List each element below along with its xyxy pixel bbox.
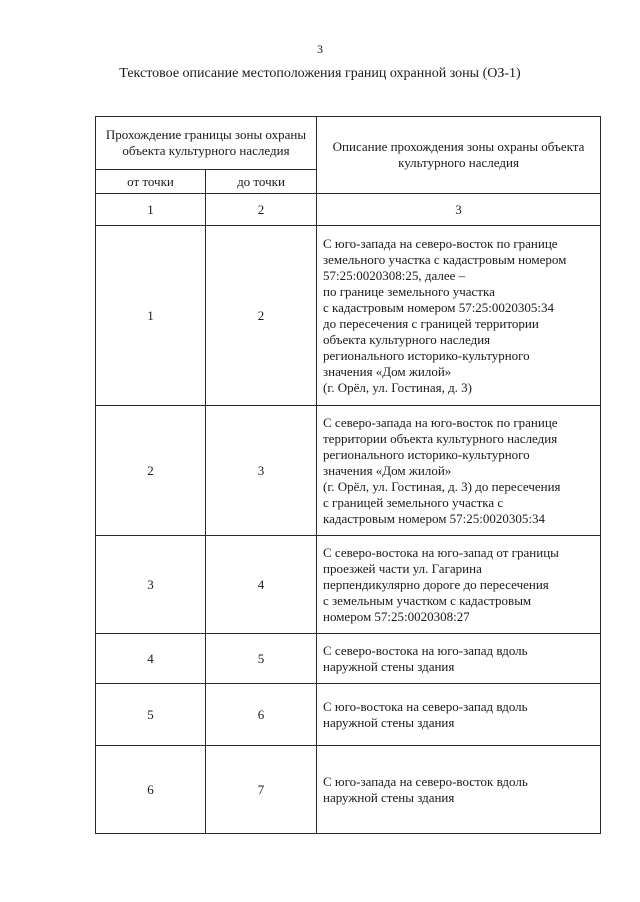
description-cell [317, 536, 601, 634]
description-line: земельного участка с кадастровым номером [323, 251, 567, 267]
column-number-1: 1 [96, 194, 206, 226]
to-point-cell: 6 [206, 684, 317, 746]
description-line: регионального историко-культурного [323, 347, 530, 363]
description-cell [317, 746, 601, 834]
description-line: номером 57:25:0020308:27 [323, 608, 470, 624]
description-line: наружной стены здания [323, 789, 455, 805]
description-line: С северо-запада на юго-восток по границе [323, 414, 558, 430]
description-line: кадастровым номером 57:25:0020305:34 [323, 510, 546, 526]
description-line: С северо-востока на юго-запад от границы [323, 544, 559, 560]
description-line: С северо-востока на юго-запад вдоль [323, 642, 528, 658]
description-line: наружной стены здания [323, 658, 455, 674]
column-number-3: 3 [317, 194, 601, 226]
column-number-2: 2 [206, 194, 317, 226]
description-cell [317, 406, 601, 536]
page-number: 3 [317, 42, 323, 56]
header-boundary-passage: Прохождение границы зоны охраны объекта культурного наследия [96, 117, 317, 170]
from-point-cell: 2 [96, 406, 206, 536]
to-point-cell: 3 [206, 406, 317, 536]
table-row [96, 536, 601, 634]
header-to-point: до точки [206, 170, 317, 194]
to-point-cell: 2 [206, 226, 317, 406]
table-row [96, 634, 601, 684]
table-row [96, 746, 601, 834]
description-line: регионального историко-культурного [323, 446, 530, 462]
to-point-cell: 5 [206, 634, 317, 684]
description-line: по границе земельного участка [323, 283, 495, 299]
table-row [96, 226, 601, 406]
description-line: (г. Орёл, ул. Гостиная, д. 3) до пересечения [323, 478, 561, 494]
to-point-cell: 7 [206, 746, 317, 834]
description-line: значения «Дом жилой» [323, 462, 452, 478]
description-line: С юго-востока на северо-запад вдоль [323, 698, 528, 714]
description-line: проезжей части ул. Гагарина [323, 560, 482, 576]
from-point-cell: 3 [96, 536, 206, 634]
description-line: с земельным участком с кадастровым [323, 592, 532, 608]
table-row [96, 684, 601, 746]
header-description: Описание прохождения зоны охраны объекта культурного наследия [317, 117, 601, 194]
boundary-description-table [95, 116, 601, 834]
description-line: до пересечения с границей территории [323, 315, 539, 331]
document-title: Текстовое описание местоположения границ охранной зоны (ОЗ-1) [119, 66, 521, 81]
description-cell [317, 226, 601, 406]
description-line: с кадастровым номером 57:25:0020305:34 [323, 299, 555, 315]
description-line: перпендикулярно дороге до пересечения [323, 576, 549, 592]
description-line: значения «Дом жилой» [323, 363, 452, 379]
header-from-point: от точки [96, 170, 206, 194]
from-point-cell: 5 [96, 684, 206, 746]
description-line: С юго-запада на северо-восток по границе [323, 235, 558, 251]
description-cell [317, 634, 601, 684]
description-line: территории объекта культурного наследия [323, 430, 558, 446]
from-point-cell: 4 [96, 634, 206, 684]
description-line: С юго-запада на северо-восток вдоль [323, 773, 528, 789]
description-line: объекта культурного наследия [323, 331, 491, 347]
table-row [96, 406, 601, 536]
from-point-cell: 1 [96, 226, 206, 406]
description-line: наружной стены здания [323, 714, 455, 730]
description-line: с границей земельного участка с [323, 494, 504, 510]
from-point-cell: 6 [96, 746, 206, 834]
description-line: (г. Орёл, ул. Гостиная, д. 3) [323, 379, 473, 395]
to-point-cell: 4 [206, 536, 317, 634]
description-cell [317, 684, 601, 746]
description-line: 57:25:0020308:25, далее – [323, 267, 466, 283]
